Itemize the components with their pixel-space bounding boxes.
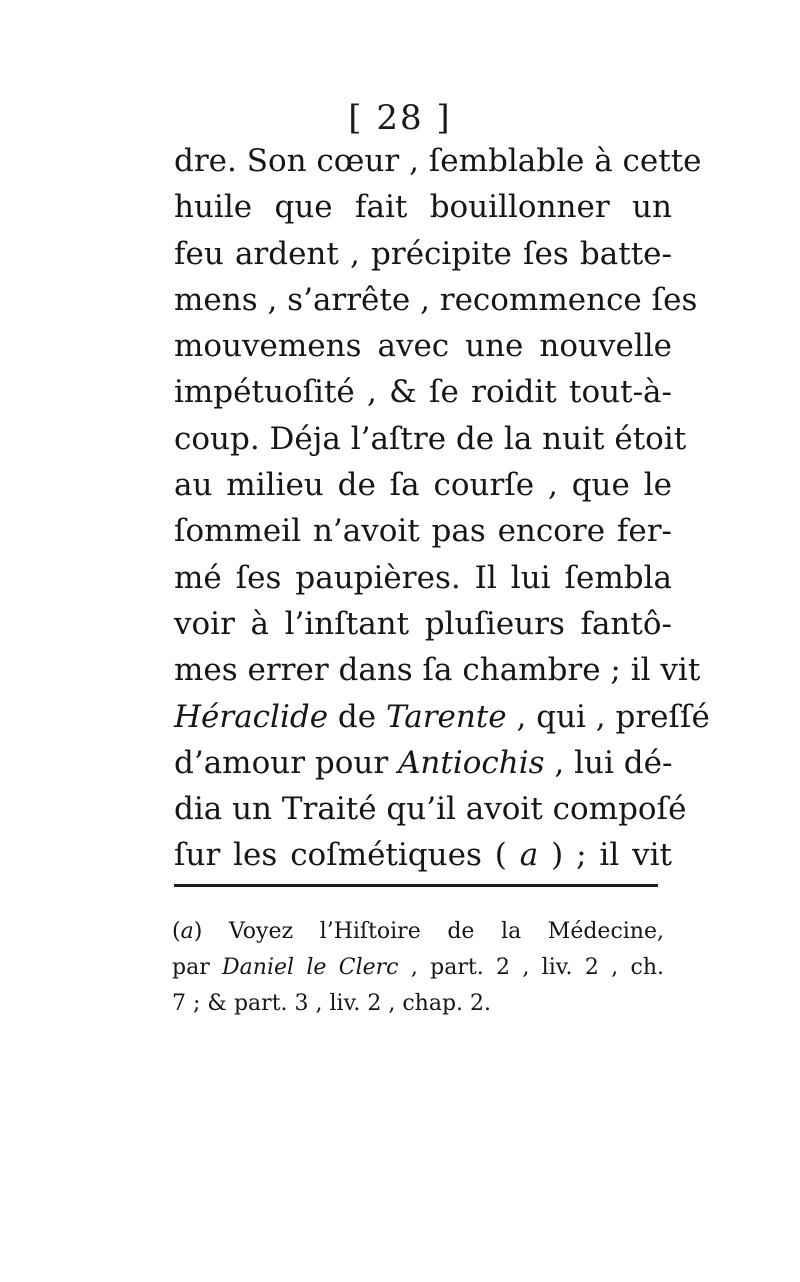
- italic-text: Antiochis: [398, 744, 545, 781]
- body-line: [174, 184, 672, 230]
- body-line: [174, 323, 672, 369]
- text-run: (: [172, 919, 181, 944]
- body-line: [174, 601, 672, 647]
- text-run: impétuoſité , & ſe roidit tout-à-: [174, 374, 672, 411]
- text-run: , qui , preſſé: [506, 698, 710, 735]
- text-run: dre. Son cœur , ſemblable à cette: [174, 143, 702, 179]
- body-line: [174, 231, 672, 277]
- text-run: ſommeil n’avoit pas encore fer-: [174, 513, 672, 550]
- text-run: ) ; il vit: [538, 837, 672, 874]
- page-number: [ 28 ]: [348, 98, 452, 138]
- text-run: mé ſes paupières. Il lui ſembla: [174, 559, 672, 596]
- italic-text: Tarente: [385, 698, 507, 735]
- body-line: [174, 740, 672, 786]
- text-run: ſur les coſmétiques (: [174, 837, 520, 874]
- text-run: mens , s’arrête , recommence ſes: [174, 281, 698, 318]
- body-line: [174, 369, 672, 415]
- body-line: [174, 786, 687, 832]
- body-line: [174, 555, 672, 601]
- body-line: [174, 694, 710, 740]
- text-run: huile que fait bouillonner un: [174, 189, 672, 226]
- text-run: de: [328, 698, 386, 735]
- text-run: mes errer dans ſa chambre ; il vit: [174, 652, 701, 689]
- body-line: [174, 277, 698, 323]
- footnote-divider: [174, 884, 658, 887]
- body-line: [174, 462, 672, 508]
- italic-text: a: [180, 919, 194, 944]
- text-run: ) Voyez l’Hiſtoire de la Médecine,: [193, 919, 664, 944]
- footnote-line: [172, 986, 664, 1022]
- text-run: mouvemens avec une nouvelle: [174, 328, 672, 365]
- text-run: , part. 2 , liv. 2 , ch.: [398, 955, 664, 980]
- text-run: , lui dé-: [544, 744, 673, 781]
- footnote-line: [172, 914, 664, 950]
- body-text: [174, 138, 710, 879]
- body-line: [174, 138, 702, 184]
- body-line: [174, 647, 701, 693]
- text-run: dia un Traité qu’il avoit compoſé: [174, 791, 687, 828]
- text-run: par: [172, 955, 223, 980]
- body-line: [174, 508, 672, 554]
- text-run: feu ardent , précipite ſes batte-: [174, 235, 672, 272]
- text-run: d’amour pour: [174, 744, 399, 781]
- footnote: [172, 914, 664, 1022]
- italic-text: a: [519, 837, 539, 874]
- italic-text: Daniel le Clerc: [222, 955, 399, 980]
- text-run: 7 ; & part. 3 , liv. 2 , chap. 2.: [172, 991, 492, 1016]
- italic-text: Héraclide: [174, 698, 329, 735]
- text-run: au milieu de ſa courſe , que le: [174, 467, 672, 504]
- text-run: voir à l’inſtant pluſieurs fantô-: [174, 605, 672, 642]
- body-line: [174, 832, 672, 878]
- footnote-line: [172, 950, 664, 986]
- body-line: [174, 416, 687, 462]
- text-run: coup. Déja l’aſtre de la nuit étoit: [174, 420, 687, 457]
